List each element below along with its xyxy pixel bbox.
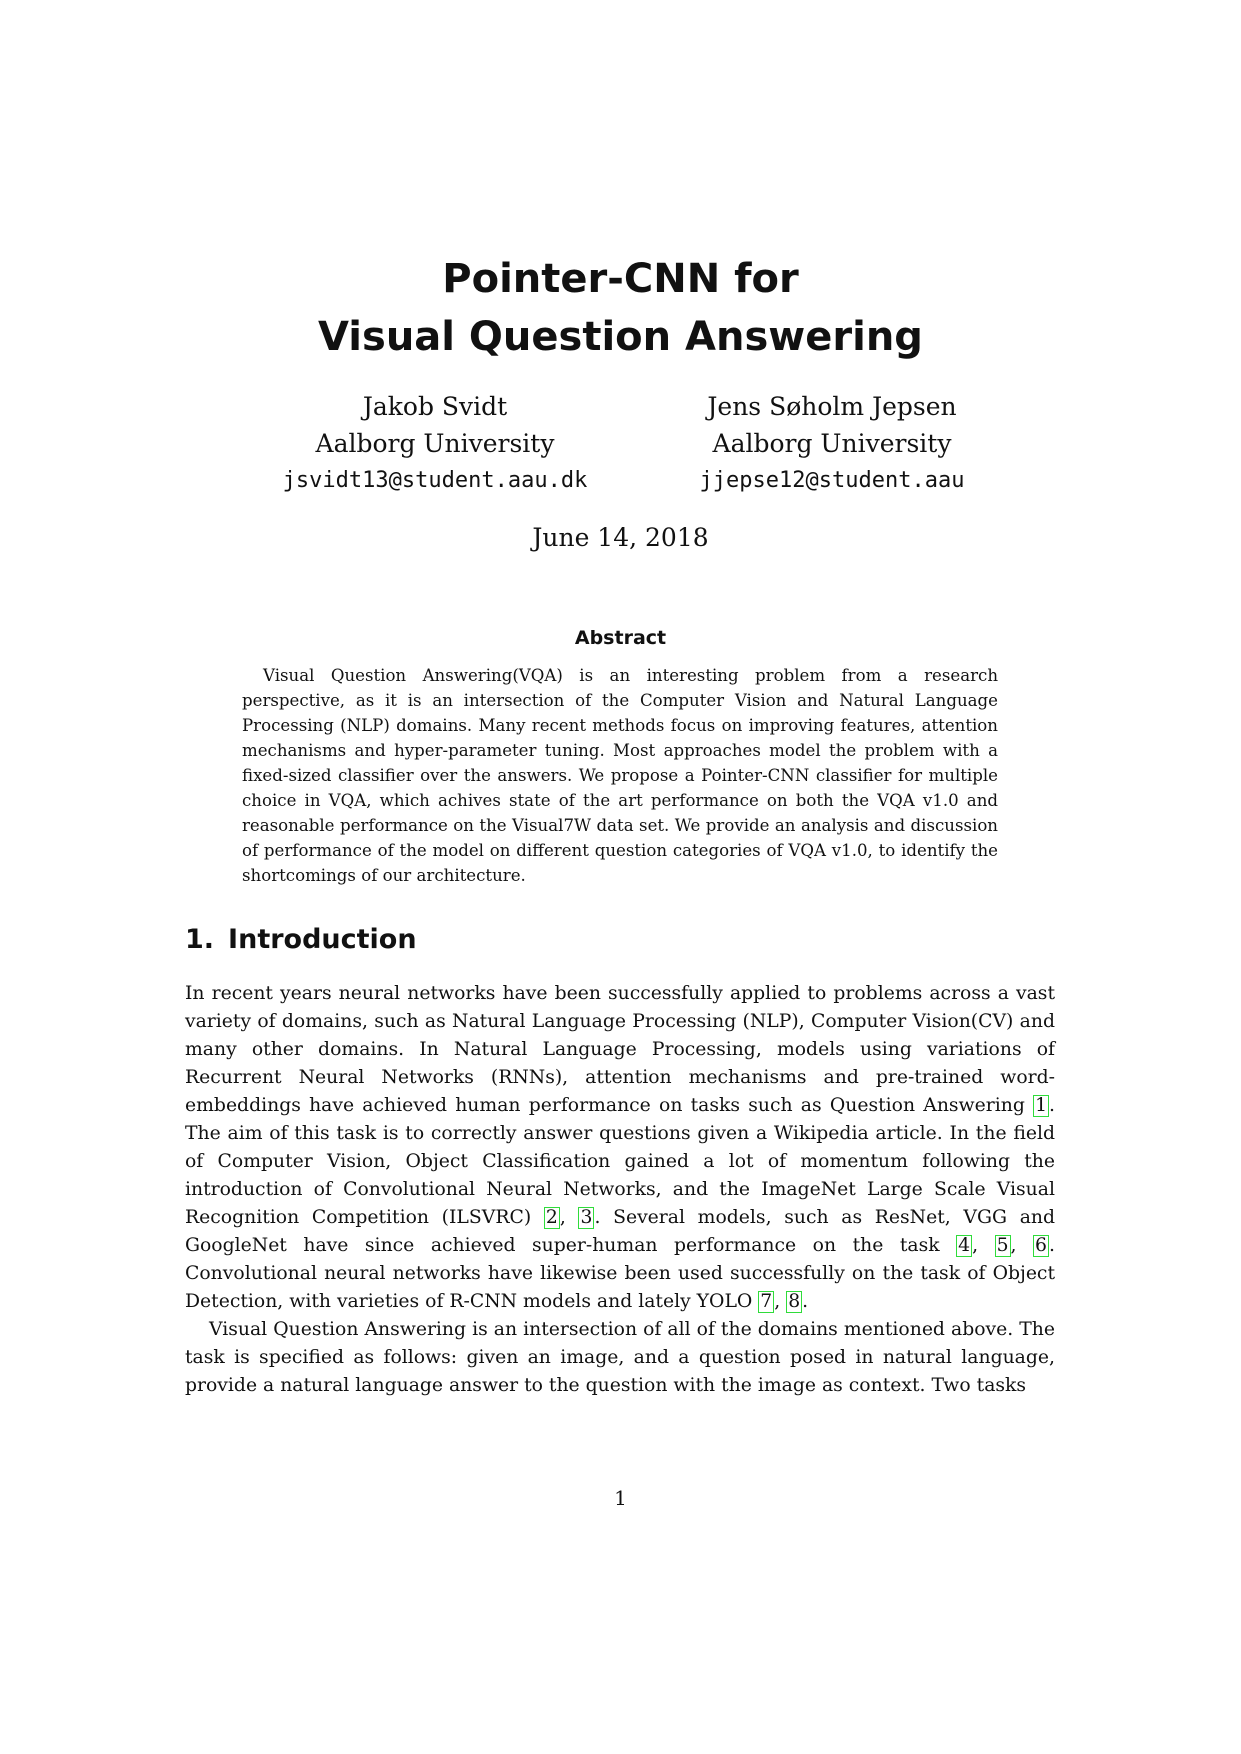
author-name: Jens Søholm Jepsen [707, 392, 957, 421]
author-block-2 [622, 388, 1042, 499]
section-title: Introduction [228, 924, 417, 955]
author-affiliation: Aalborg University [712, 429, 952, 458]
author-block-1 [225, 388, 645, 499]
text-run: . [802, 1291, 809, 1312]
text-run: In recent years neural networks have been successfully applied to problems across a vast variety of domains, such as Natural Language Processing (NLP), Computer Vision(CV) and many other domains. In Natural Language Processing, models using variations of Recurrent Neural Networks (RNNs), attention mechanisms and pre-trained word-embeddings have achieved human performance on tasks such as Question Answering [185, 983, 1055, 1116]
paragraph [185, 980, 1055, 1316]
paper-title-line-1: Pointer-CNN for [442, 256, 799, 302]
abstract-text: Visual Question Answering(VQA) is an interesting problem from a research perspective, as it is an intersection of the Computer Vision and Natural Language Processing (NLP) domains. Many recent methods focus on improving features, attention mechanisms and hyper-parameter tuning. Most approaches model the problem with a fixed-sized classifier over the answers. We propose a Pointer-CNN classifier for multiple choice in VQA, which achives state of the art performance on both the VQA v1.0 and reasonable performance on the Visual7W data set. We provide an analysis and discussion of performance of the model on different question categories of VQA v1.0, to identify the shortcomings of our architecture. [242, 666, 998, 885]
paragraph: Visual Question Answering is an intersection of all of the domains mentioned above. The task is specified as follows: given an image, and a question posed in natural language, provide a natural language answer to the question with the image as context. Two tasks [185, 1319, 1055, 1396]
author-email: jsvidt13@student.aau.dk [282, 468, 588, 493]
publication-date: June 14, 2018 [532, 523, 709, 552]
section-heading [185, 924, 417, 955]
citation-link[interactable]: 5 [996, 1235, 1009, 1256]
citation-link[interactable]: 2 [545, 1207, 558, 1228]
citation-link[interactable]: 3 [580, 1207, 593, 1228]
author-affiliation: Aalborg University [315, 429, 555, 458]
citation-link[interactable]: 6 [1035, 1235, 1047, 1256]
citation-link[interactable]: 8 [788, 1291, 801, 1312]
page-number: 1 [614, 1486, 627, 1510]
text-run: , [972, 1235, 995, 1256]
citation-link[interactable]: 4 [958, 1235, 971, 1256]
text-run: . Convolutional neural networks have likewise been used successfully on the task of Object Detection, with varieties of R-CNN models and lately YOLO [185, 1235, 1055, 1312]
paper-title-line-2: Visual Question Answering [318, 314, 923, 360]
author-email: jjepse12@student.aau [699, 468, 965, 493]
author-name: Jakob Svidt [362, 392, 508, 421]
text-run: . Several models, such as ResNet, VGG and GoogleNet have since achieved super-human performance on the task [185, 1207, 1056, 1256]
text-run: . The aim of this task is to correctly answer questions given a Wikipedia article. In the field of Computer Vision, Object Classification gained a lot of momentum following the introduction of Convolutional Neural Networks, and the ImageNet Large Scale Visual Recognition Competition (ILSVRC) [185, 1095, 1055, 1228]
section-number: 1. [185, 924, 215, 955]
abstract-heading: Abstract [574, 627, 667, 649]
citation-link[interactable]: 1 [1035, 1095, 1048, 1116]
body-text [185, 980, 1055, 1400]
text-run: , [559, 1207, 579, 1228]
text-run: , [1010, 1235, 1034, 1256]
citation-link[interactable]: 7 [760, 1291, 773, 1312]
text-run: , [774, 1291, 787, 1312]
